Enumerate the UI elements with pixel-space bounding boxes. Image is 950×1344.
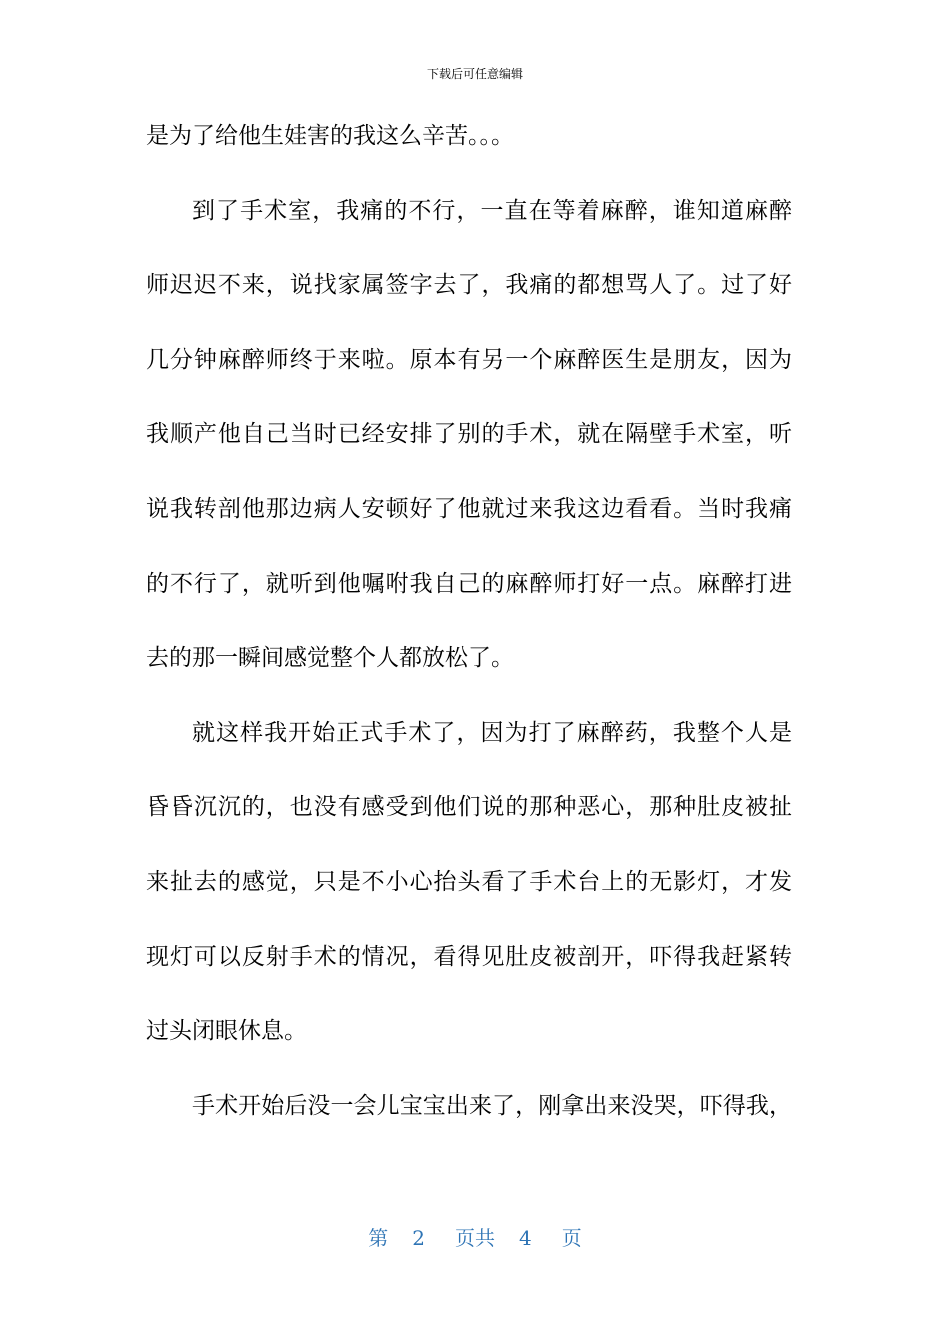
text-line: 是为了给他生娃害的我这么辛苦。。。 [146, 123, 514, 149]
footer-prefix: 第 [368, 1226, 389, 1250]
page-footer [0, 1224, 950, 1252]
text-line: 师迟迟不来，说找家属签字去了，我痛的都想骂人了。过了好 [146, 272, 792, 299]
text-line: 几分钟麻醉师终于来啦。原本有另一个麻醉医生是朋友，因为 [146, 346, 792, 373]
text-line: 来扯去的感觉，只是不小心抬头看了手术台上的无影灯，才发 [146, 868, 792, 895]
text-line: 的不行了，就听到他嘱咐我自己的麻醉师打好一点。麻醉打进 [146, 570, 792, 597]
footer-total-pages: 4 [519, 1226, 532, 1250]
text-line: 过头闭眼休息。 [146, 1018, 307, 1045]
text-line: 就这样我开始正式手术了，因为打了麻醉药，我整个人是 [192, 719, 792, 746]
footer-page-number: 2 [412, 1226, 425, 1250]
document-body [146, 118, 792, 1162]
text-line: 去的那一瞬间感觉整个人都放松了。 [146, 645, 514, 672]
text-line: 现灯可以反射手术的情况，看得见肚皮被剖开，吓得我赶紧转 [146, 943, 792, 970]
text-line: 手术开始后没一会儿宝宝出来了，刚拿出来没哭，吓得我， [192, 1092, 792, 1119]
text-line: 到了手术室，我痛的不行，一直在等着麻醉，谁知道麻醉 [192, 197, 792, 224]
text-line: 昏昏沉沉的，也没有感受到他们说的那种恶心，那种肚皮被扯 [146, 794, 792, 821]
footer-middle: 页共 [455, 1226, 495, 1250]
text-line: 说我转剖他那边病人安顿好了他就过来我这边看看。当时我痛 [146, 495, 792, 522]
footer-suffix: 页 [561, 1226, 582, 1250]
page-header: 下载后可任意编辑 [426, 67, 523, 81]
text-line: 我顺产他自己当时已经安排了别的手术，就在隔壁手术室，听 [146, 421, 792, 448]
